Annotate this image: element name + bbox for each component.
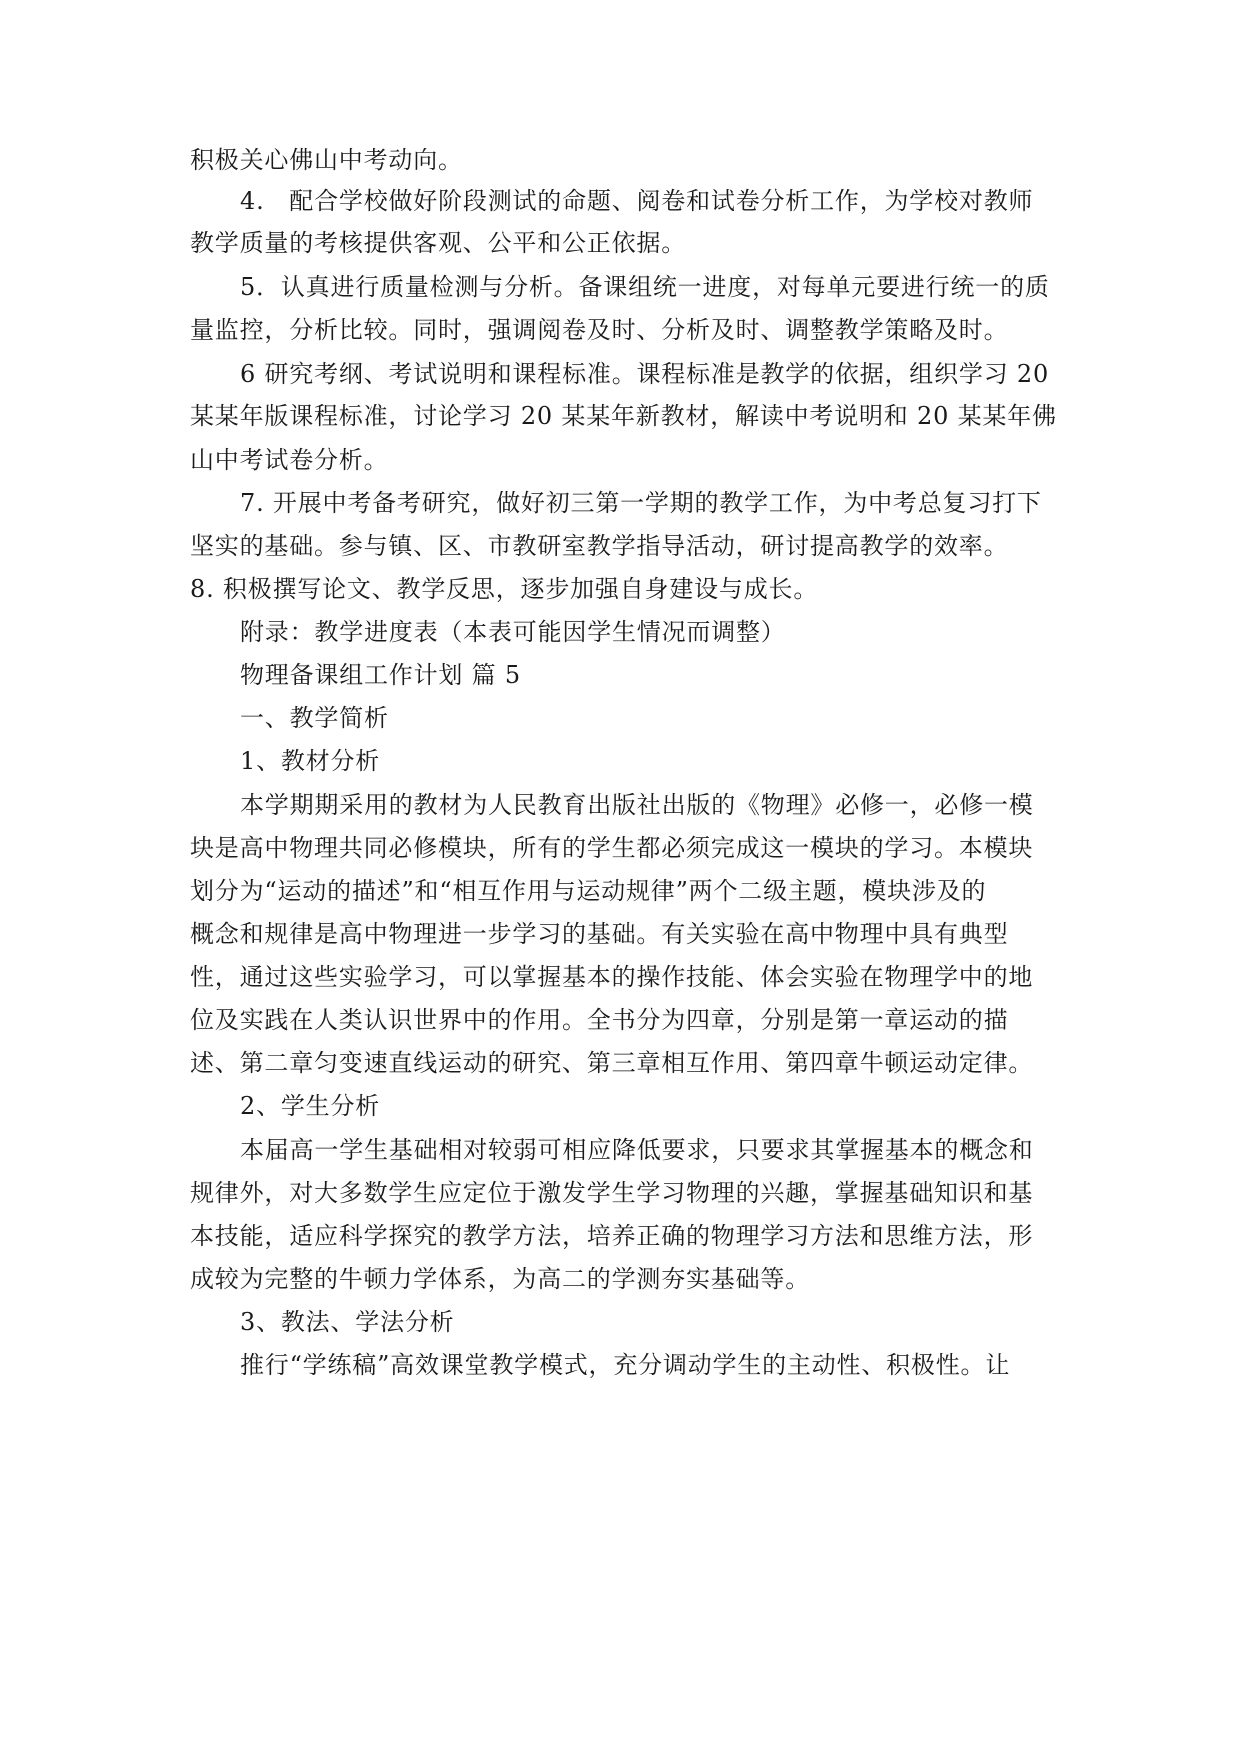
text-line: 本届高一学生基础相对较弱可相应降低要求，只要求其掌握基本的概念和 bbox=[240, 1136, 1034, 1164]
text-line: 某某年版课程标准，讨论学习 20 某某年新教材，解读中考说明和 20 某某年佛 bbox=[190, 402, 1057, 430]
text-line: 5．认真进行质量检测与分析。备课组统一进度，对每单元要进行统一的质 bbox=[240, 273, 1050, 301]
section-heading: 一、教学简析 bbox=[240, 704, 389, 732]
text-line: 位及实践在人类认识世界中的作用。全书分为四章，分别是第一章运动的描 bbox=[190, 1006, 1009, 1034]
text-line: 8. 积极撰写论文、教学反思，逐步加强自身建设与成长。 bbox=[190, 575, 819, 603]
text-line: 4. 配合学校做好阶段测试的命题、阅卷和试卷分析工作，为学校对教师 bbox=[240, 187, 1034, 215]
text-line: 划分为“运动的描述”和“相互作用与运动规律”两个二级主题，模块涉及的 bbox=[190, 877, 987, 905]
text-line: 山中考试卷分析。 bbox=[190, 446, 389, 474]
subsection-heading: 3、教法、学法分析 bbox=[240, 1308, 455, 1336]
subsection-heading: 1、教材分析 bbox=[240, 747, 381, 775]
section-title: 物理备课组工作计划 篇 5 bbox=[240, 661, 521, 689]
text-line: 本技能，适应科学探究的教学方法，培养正确的物理学习方法和思维方法，形 bbox=[190, 1222, 1034, 1250]
text-line: 概念和规律是高中物理进一步学习的基础。有关实验在高中物理中具有典型 bbox=[190, 920, 1009, 948]
subsection-heading: 2、学生分析 bbox=[240, 1092, 381, 1120]
text-line: 述、第二章匀变速直线运动的研究、第三章相互作用、第四章牛顿运动定律。 bbox=[190, 1049, 1034, 1077]
text-line: 块是高中物理共同必修模块，所有的学生都必须完成这一模块的学习。本模块 bbox=[190, 834, 1034, 862]
text-line: 推行“学练稿”高效课堂教学模式，充分调动学生的主动性、积极性。让 bbox=[240, 1351, 1011, 1379]
text-line: 成较为完整的牛顿力学体系，为高二的学测夯实基础等。 bbox=[190, 1265, 810, 1293]
text-line: 7. 开展中考备考研究，做好初三第一学期的教学工作，为中考总复习打下 bbox=[240, 489, 1042, 517]
text-line: 规律外，对大多数学生应定位于激发学生学习物理的兴趣，掌握基础知识和基 bbox=[190, 1179, 1034, 1207]
text-line: 附录：教学进度表（本表可能因学生情况而调整） bbox=[240, 618, 786, 646]
text-line: 本学期期采用的教材为人民教育出版社出版的《物理》必修一，必修一模 bbox=[240, 791, 1034, 819]
text-line: 教学质量的考核提供客观、公平和公正依据。 bbox=[190, 229, 686, 257]
text-line: 积极关心佛山中考动向。 bbox=[190, 146, 463, 174]
text-line: 量监控，分析比较。同时，强调阅卷及时、分析及时、调整教学策略及时。 bbox=[190, 316, 1009, 344]
text-line: 坚实的基础。参与镇、区、市教研室教学指导活动，研讨提高教学的效率。 bbox=[190, 532, 1009, 560]
text-line: 6 研究考纲、考试说明和课程标准。课程标准是教学的依据，组织学习 20 bbox=[240, 360, 1050, 388]
text-line: 性，通过这些实验学习，可以掌握基本的操作技能、体会实验在物理学中的地 bbox=[190, 963, 1034, 991]
